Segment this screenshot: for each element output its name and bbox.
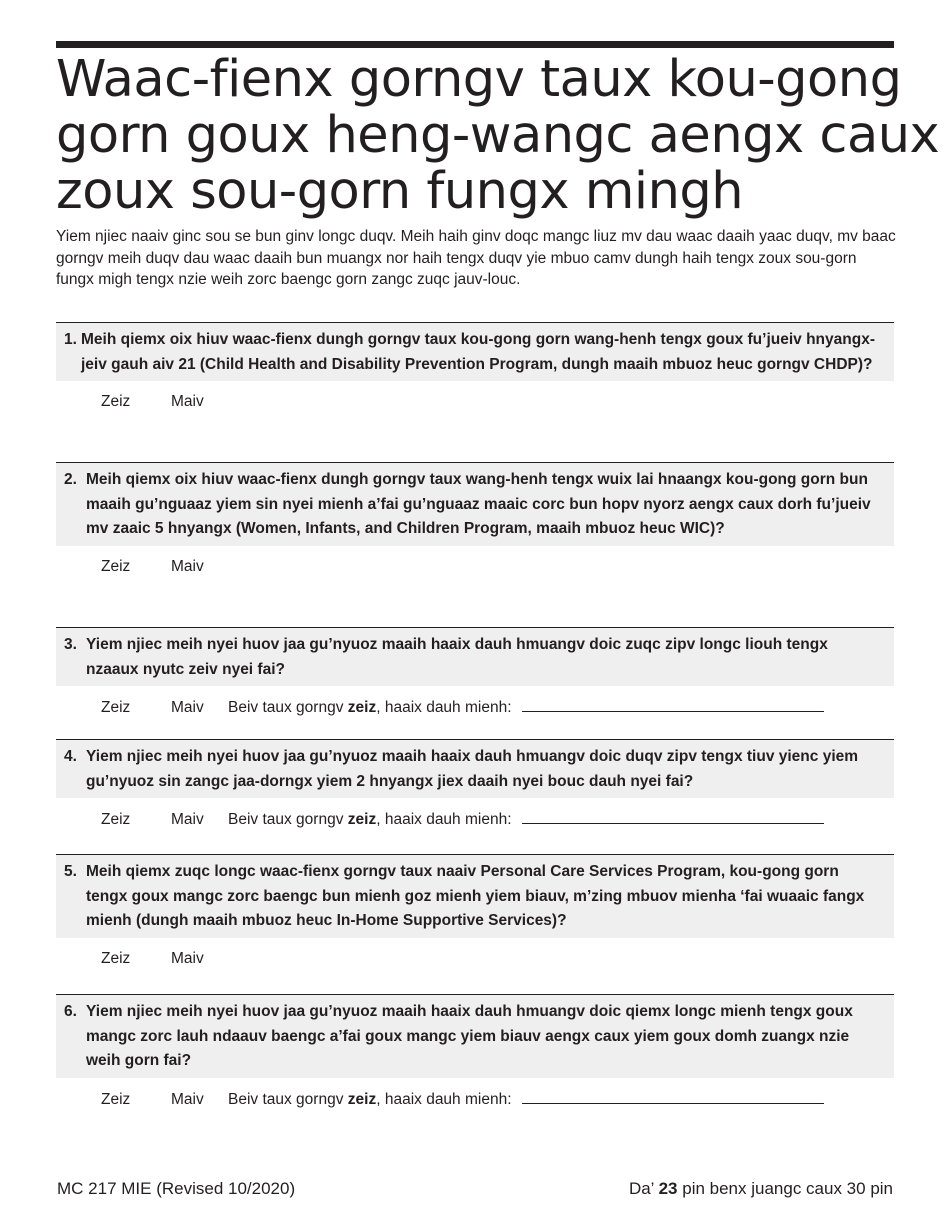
if-suffix: , haaix dauh mienh:: [376, 699, 512, 716]
question-6: [56, 994, 894, 1110]
if-suffix: , haaix dauh mienh:: [376, 1090, 512, 1108]
answer-row: [56, 697, 894, 718]
page-suffix: pin benx juangc caux 30 pin: [682, 1179, 893, 1198]
if-bold: zeiz: [347, 811, 377, 828]
answer-row: [56, 557, 894, 577]
answer-row: [56, 392, 894, 412]
question-header: [56, 994, 894, 1078]
who-answer-line[interactable]: [522, 697, 824, 712]
question-3: [56, 627, 894, 718]
if-prefix: Beiv taux gorngv: [228, 811, 344, 828]
question-number: 1.: [64, 331, 77, 348]
question-text: Yiem njiec meih nyei huov jaa gu’nyuoz maaih haaix dauh hmuangv doic qiemx longc mienh tengx goux mangc zorc lauh ndaauv baengc a’fai goux mangc yiem biauv aengx caux yiem goux domh zuangx nzie weih gorn fai?: [86, 1003, 853, 1069]
yes-option[interactable]: Zeiz: [101, 557, 131, 575]
question-number: 3.: [64, 636, 77, 653]
no-option[interactable]: Maiv: [171, 949, 204, 967]
question-header: [56, 739, 894, 798]
question-number: 4.: [64, 748, 77, 765]
intro-paragraph: Yiem njiec naaiv ginc sou se bun ginv longc duqv. Meih haih ginv doqc mangc liuz mv dau waac daaih yaac duqv, mv baac gorngv meih duqv dau waac daaih bun muangx nor haih tengx duqv yie mbuo camv dungh haih tengx zoux sou-gorn fungx migh tengx nzie weih zorc baengc gorn zangc zuqc jauv-louc.: [56, 228, 896, 288]
question-number: 2.: [64, 471, 77, 488]
question-text: Yiem njiec meih nyei huov jaa gu’nyuoz maaih haaix dauh hmuangv doic zuqc zipv longc liouh tengx nzaaux nyutc zeiv nyei fai?: [86, 636, 828, 678]
question-5: [56, 854, 894, 969]
if-prefix: Beiv taux gorngv: [228, 699, 344, 716]
question-number: 5.: [64, 863, 77, 880]
no-option[interactable]: Maiv: [171, 699, 204, 716]
if-yes-prompt: [228, 698, 512, 718]
who-answer-line[interactable]: [522, 809, 824, 824]
no-option[interactable]: Maiv: [171, 557, 204, 575]
yes-option[interactable]: Zeiz: [101, 699, 131, 716]
page-indicator: [629, 1179, 893, 1199]
if-suffix: , haaix dauh mienh:: [376, 811, 512, 828]
title-line: Waac-fienx gorngv taux kou-gong: [56, 50, 902, 109]
if-prefix: Beiv taux gorngv: [228, 1090, 344, 1108]
question-text: Yiem njiec meih nyei huov jaa gu’nyuoz maaih haaix dauh hmuangv doic duqv zipv tengx tiuv yienc yiem gu’nyuoz sin zangc jaa-dorngx yiem 2 hnyangx jiex daaih nyei bouc dauh nyei fai?: [86, 748, 859, 790]
answer-row: [56, 809, 894, 830]
question-header: [56, 627, 894, 686]
page-prefix: Da’: [628, 1179, 654, 1198]
if-yes-prompt: [228, 1090, 512, 1110]
question-header: [56, 462, 894, 546]
page-number: 23: [658, 1179, 678, 1198]
question-number: 6.: [64, 1003, 77, 1020]
if-yes-prompt: [228, 810, 512, 830]
title-rule: [56, 41, 894, 48]
question-header: [56, 854, 894, 938]
no-option[interactable]: Maiv: [171, 393, 204, 410]
who-answer-line[interactable]: [522, 1089, 824, 1104]
question-header: [56, 322, 894, 381]
page-title: [56, 50, 940, 221]
question-text: Meih qiemx oix hiuv waac-fienx dungh gorngv taux kou-gong gorn wang-henh tengx goux fu’jueiv hnyangx-jeiv gauh aiv 21 (Child Health and Disability Prevention Program, dungh maaih mbuoz heuc gorngv CHDP)?: [81, 331, 875, 373]
answer-row: [56, 949, 894, 969]
question-4: [56, 739, 894, 830]
yes-option[interactable]: Zeiz: [101, 1090, 131, 1108]
no-option[interactable]: Maiv: [171, 1090, 204, 1108]
form-number: MC 217 MIE (Revised 10/2020): [57, 1179, 296, 1198]
yes-option[interactable]: Zeiz: [101, 393, 131, 410]
title-line: zoux sou-gorn fungx mingh: [56, 162, 744, 221]
question-1: [56, 322, 894, 412]
no-option[interactable]: Maiv: [171, 811, 204, 828]
answer-row: [56, 1089, 894, 1110]
if-bold: zeiz: [347, 1090, 377, 1108]
yes-option[interactable]: Zeiz: [101, 811, 131, 828]
if-bold: zeiz: [347, 699, 377, 716]
question-text: Meih qiemx oix hiuv waac-fienx dungh gorngv taux wang-henh tengx wuix lai hnaangx kou-gong gorn bun maaih gu’nguaaz yiem sin nyei mienh a’fai gu’nguaaz maaic corc bun hopv nyorz aengx caux dorh fu’jueiv mv zaaic 5 hnyangx (Women, Infants, and Children Program, maaih mbuoz heuc WIC)?: [86, 471, 871, 537]
yes-option[interactable]: Zeiz: [101, 949, 131, 967]
question-text: Meih qiemx zuqc longc waac-fienx gorngv taux naaiv Personal Care Services Program, kou-gong gorn tengx goux mangc zorc baengc bun mienh goz mienh yiem biauv, m’zing mbuov mienha ‘fai wuaaic fangx mienh (dungh maaih mbuoz heuc In-Home Supportive Services)?: [86, 863, 865, 929]
title-line: gorn goux heng-wangc aengx caux: [56, 106, 940, 165]
question-2: [56, 462, 894, 577]
